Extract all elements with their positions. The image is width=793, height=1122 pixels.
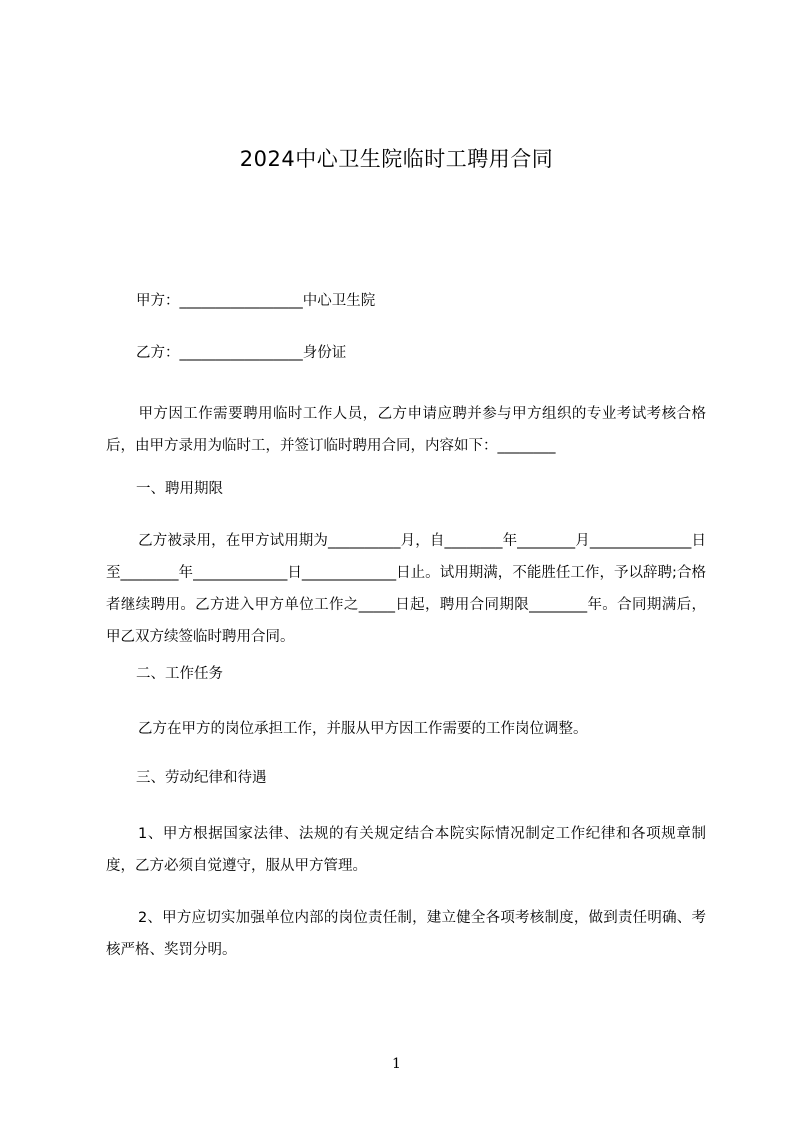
section2-text: 乙方在甲方的岗位承担工作，并服从甲方因工作需要的工作岗位调整。 (138, 721, 588, 737)
section1-heading: 一、聘用期限 (136, 481, 223, 497)
page-number: 1 (392, 1056, 401, 1072)
document-title: 2024中心卫生院临时工聘用合同 (239, 147, 554, 171)
item2-text: 2、甲方应切实加强单位内部的岗位责任制，建立健全各项考核制度，做到责任明确、考核严格、奖罚分明。 (106, 910, 706, 958)
section2-paragraph (106, 713, 706, 745)
item1-paragraph (106, 818, 706, 882)
item2-paragraph (106, 902, 706, 966)
section1-text: 乙方被录用，在甲方试用期为__________月，自________年________月______________日至________年_____________日_____________日止。试用期满，不能胜任工作，予以辞聘;合格者继续聘用。乙方进入甲方单位工作之_____日起，聘用合同期限________年。合同期满后，甲乙双方续签临时聘用合同。 (106, 533, 706, 645)
section1-paragraph (106, 525, 706, 653)
party-b-line: 乙方：_________________身份证 (136, 345, 347, 361)
intro-paragraph (106, 398, 706, 462)
section3-heading: 三、劳动纪律和待遇 (136, 770, 267, 786)
intro-text: 甲方因工作需要聘用临时工作人员，乙方申请应聘并参与甲方组织的专业考试考核合格后，由甲方录用为临时工，并签订临时聘用合同，内容如下：________ (106, 406, 706, 454)
party-a-line: 甲方：_________________中心卫生院 (136, 293, 376, 309)
item1-text: 1、甲方根据国家法律、法规的有关规定结合本院实际情况制定工作纪律和各项规章制度，乙方必须自觉遵守，服从甲方管理。 (106, 826, 706, 874)
section2-heading: 二、工作任务 (136, 666, 223, 682)
